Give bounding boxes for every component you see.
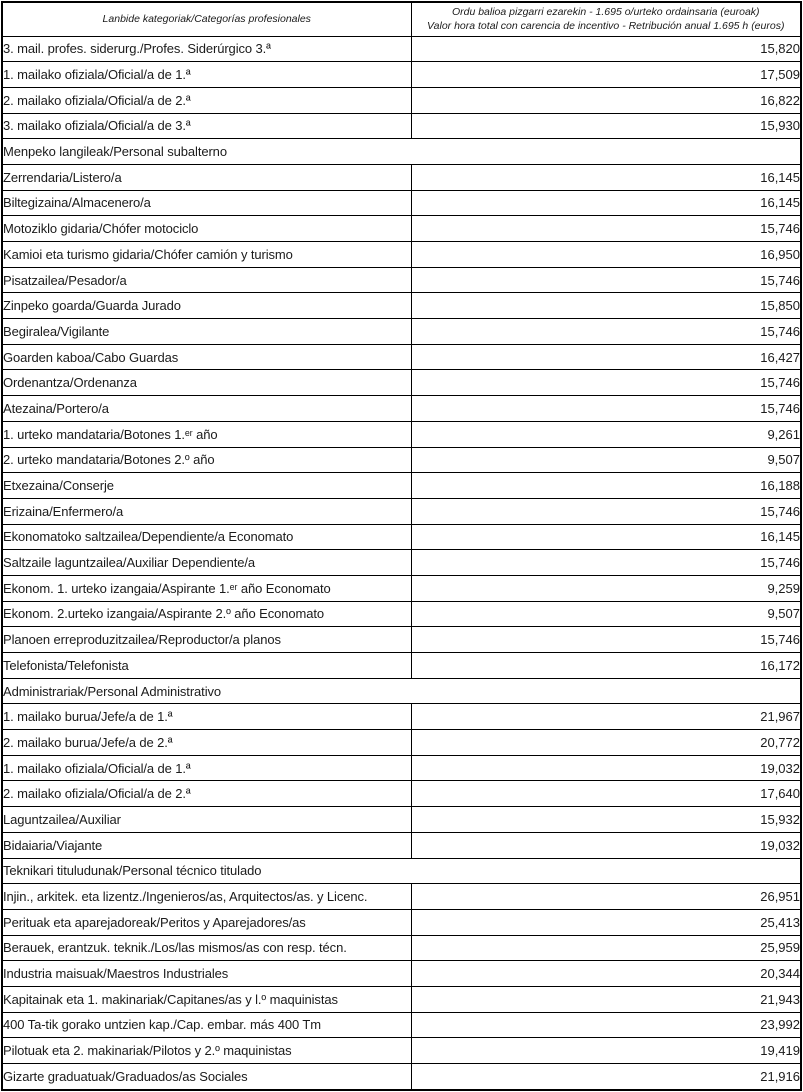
category-cell: Ekonom. 1. urteko izangaia/Aspirante 1.ᵉʳ año Economato <box>2 575 411 601</box>
table-row <box>2 293 801 319</box>
table-row <box>2 524 801 550</box>
table-row <box>2 344 801 370</box>
table-row <box>2 473 801 499</box>
table-row <box>2 575 801 601</box>
value-cell: 9,507 <box>411 601 801 627</box>
value-cell: 19,032 <box>411 755 801 781</box>
table-row <box>2 884 801 910</box>
value-header-line2: Valor hora total con carencia de incentivo - Retribución anual 1.695 h (euros) <box>427 20 785 33</box>
value-cell: 15,932 <box>411 807 801 833</box>
table-row <box>2 62 801 88</box>
table-row <box>2 935 801 961</box>
category-cell: Berauek, erantzuk. teknik./Los/las mismos/as con resp. técn. <box>2 935 411 961</box>
section-row <box>2 678 801 704</box>
value-cell: 21,943 <box>411 986 801 1012</box>
table-row <box>2 1064 801 1091</box>
value-cell: 16,427 <box>411 344 801 370</box>
value-cell: 19,032 <box>411 832 801 858</box>
table-row <box>2 370 801 396</box>
table-row <box>2 807 801 833</box>
category-cell: Bidaiaria/Viajante <box>2 832 411 858</box>
value-header-line1: Ordu balioa pizgarri ezarekin - 1.695 o/urteko ordainsaria (euroak) <box>451 6 760 19</box>
table-row <box>2 242 801 268</box>
category-cell: Erizaina/Enfermero/a <box>2 498 411 524</box>
table-row <box>2 396 801 422</box>
value-cell: 23,992 <box>411 1012 801 1038</box>
value-cell: 25,959 <box>411 935 801 961</box>
category-cell: Begiralea/Vigilante <box>2 319 411 345</box>
category-column-header <box>2 2 411 36</box>
category-cell: Industria maisuak/Maestros Industriales <box>2 961 411 987</box>
category-cell: Planoen erreproduzitzailea/Reproductor/a planos <box>2 627 411 653</box>
value-cell: 15,746 <box>411 396 801 422</box>
table-row <box>2 755 801 781</box>
category-cell: 2. mailako ofiziala/Oficial/a de 2.ª <box>2 87 411 113</box>
category-cell: Zerrendaria/Listero/a <box>2 164 411 190</box>
table-row <box>2 498 801 524</box>
table-row <box>2 267 801 293</box>
table-row <box>2 653 801 679</box>
category-cell: Telefonista/Telefonista <box>2 653 411 679</box>
category-cell: Kapitainak eta 1. makinariak/Capitanes/as y l.º maquinistas <box>2 986 411 1012</box>
category-cell: Perituak eta aparejadoreak/Peritos y Aparejadores/as <box>2 909 411 935</box>
category-header-label: Lanbide kategoriak/Categorías profesionales <box>102 13 311 26</box>
table-row <box>2 87 801 113</box>
section-cell: Menpeko langileak/Personal subalterno <box>2 139 801 165</box>
value-cell: 9,259 <box>411 575 801 601</box>
value-cell: 9,261 <box>411 421 801 447</box>
value-cell: 15,930 <box>411 113 801 139</box>
category-cell: 1. mailako ofiziala/Oficial/a de 1.ª <box>2 62 411 88</box>
category-cell: Biltegizaina/Almacenero/a <box>2 190 411 216</box>
value-cell: 16,145 <box>411 164 801 190</box>
category-cell: Zinpeko goarda/Guarda Jurado <box>2 293 411 319</box>
table-row <box>2 216 801 242</box>
value-cell: 16,145 <box>411 190 801 216</box>
category-cell: Pisatzailea/Pesador/a <box>2 267 411 293</box>
table-row <box>2 730 801 756</box>
value-cell: 15,746 <box>411 267 801 293</box>
value-cell: 20,772 <box>411 730 801 756</box>
category-cell: 3. mail. profes. siderurg./Profes. Siderúrgico 3.ª <box>2 36 411 62</box>
header-row <box>2 2 801 36</box>
value-cell: 19,419 <box>411 1038 801 1064</box>
value-cell: 16,172 <box>411 653 801 679</box>
category-cell: Etxezaina/Conserje <box>2 473 411 499</box>
value-cell: 15,746 <box>411 627 801 653</box>
table-row <box>2 1012 801 1038</box>
category-cell: 2. mailako ofiziala/Oficial/a de 2.ª <box>2 781 411 807</box>
value-cell: 16,950 <box>411 242 801 268</box>
table-row <box>2 627 801 653</box>
value-cell: 15,746 <box>411 216 801 242</box>
category-cell: 2. urteko mandataria/Botones 2.º año <box>2 447 411 473</box>
table-row <box>2 190 801 216</box>
table-row <box>2 986 801 1012</box>
table-body <box>2 36 801 1090</box>
table-row <box>2 909 801 935</box>
section-row <box>2 139 801 165</box>
category-cell: 400 Ta-tik gorako untzien kap./Cap. embar. más 400 Tm <box>2 1012 411 1038</box>
table-row <box>2 832 801 858</box>
category-cell: Goarden kaboa/Cabo Guardas <box>2 344 411 370</box>
value-cell: 15,746 <box>411 370 801 396</box>
category-cell: Ordenantza/Ordenanza <box>2 370 411 396</box>
section-cell: Administrariak/Personal Administrativo <box>2 678 801 704</box>
table-row <box>2 113 801 139</box>
value-cell: 17,509 <box>411 62 801 88</box>
value-cell: 9,507 <box>411 447 801 473</box>
value-cell: 21,967 <box>411 704 801 730</box>
category-cell: Laguntzailea/Auxiliar <box>2 807 411 833</box>
value-cell: 16,145 <box>411 524 801 550</box>
table-row <box>2 961 801 987</box>
value-cell: 15,850 <box>411 293 801 319</box>
section-row <box>2 858 801 884</box>
category-cell: 1. mailako burua/Jefe/a de 1.ª <box>2 704 411 730</box>
section-cell: Teknikari tituludunak/Personal técnico titulado <box>2 858 801 884</box>
table-row <box>2 447 801 473</box>
table-row <box>2 781 801 807</box>
value-cell: 15,820 <box>411 36 801 62</box>
category-cell: Kamioi eta turismo gidaria/Chófer camión y turismo <box>2 242 411 268</box>
value-cell: 17,640 <box>411 781 801 807</box>
table-row <box>2 704 801 730</box>
category-cell: 1. urteko mandataria/Botones 1.ᵉʳ año <box>2 421 411 447</box>
category-cell: Gizarte graduatuak/Graduados/as Sociales <box>2 1064 411 1091</box>
table-row <box>2 1038 801 1064</box>
category-cell: Injin., arkitek. eta lizentz./Ingenieros/as, Arquitectos/as. y Licenc. <box>2 884 411 910</box>
value-cell: 20,344 <box>411 961 801 987</box>
value-cell: 25,413 <box>411 909 801 935</box>
category-cell: Motoziklo gidaria/Chófer motociclo <box>2 216 411 242</box>
value-cell: 16,822 <box>411 87 801 113</box>
value-column-header <box>411 2 801 36</box>
category-cell: 1. mailako ofiziala/Oficial/a de 1.ª <box>2 755 411 781</box>
category-cell: Saltzaile laguntzailea/Auxiliar Dependiente/a <box>2 550 411 576</box>
category-cell: Ekonomatoko saltzailea/Dependiente/a Economato <box>2 524 411 550</box>
category-cell: Ekonom. 2.urteko izangaia/Aspirante 2.º año Economato <box>2 601 411 627</box>
category-cell: 3. mailako ofiziala/Oficial/a de 3.ª <box>2 113 411 139</box>
category-cell: Atezaina/Portero/a <box>2 396 411 422</box>
table-row <box>2 164 801 190</box>
table-row <box>2 421 801 447</box>
value-cell: 26,951 <box>411 884 801 910</box>
category-cell: 2. mailako burua/Jefe/a de 2.ª <box>2 730 411 756</box>
table-row <box>2 550 801 576</box>
value-cell: 21,916 <box>411 1064 801 1091</box>
salary-table <box>1 1 802 1091</box>
value-cell: 15,746 <box>411 498 801 524</box>
table-row <box>2 36 801 62</box>
value-cell: 15,746 <box>411 550 801 576</box>
table-row <box>2 601 801 627</box>
category-cell: Pilotuak eta 2. makinariak/Pilotos y 2.º maquinistas <box>2 1038 411 1064</box>
value-cell: 16,188 <box>411 473 801 499</box>
value-cell: 15,746 <box>411 319 801 345</box>
table-row <box>2 319 801 345</box>
